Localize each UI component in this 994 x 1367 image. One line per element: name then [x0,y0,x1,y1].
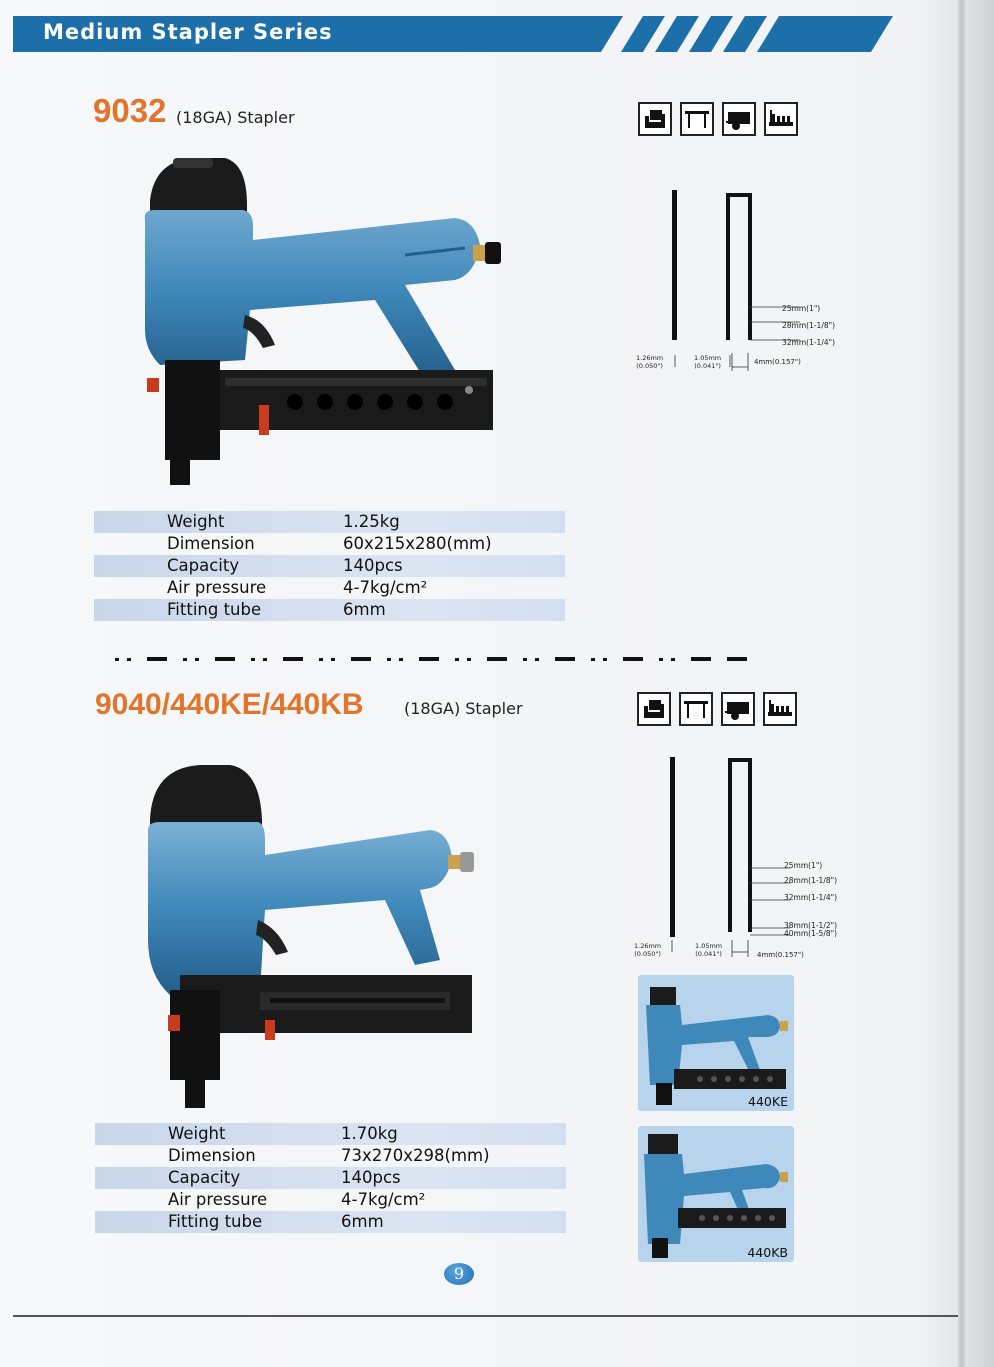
thickness-mm: 1.26mm [634,942,662,950]
staple-length: 28mm(1-1/8") [784,876,838,885]
footer-rule [13,1315,958,1317]
thickness-in: (0.050") [634,950,661,958]
spec-label: Fitting tube [167,600,262,619]
spec-row [94,511,565,533]
sofa-icon [638,102,672,136]
spec-table [94,511,565,621]
table-icon [679,692,713,726]
spec-row [94,555,565,577]
variant-440ke-photo [638,975,794,1111]
staple-thickness [636,354,663,370]
spec-value: 4-7kg/cm² [341,1190,426,1209]
spec-label: Air pressure [168,1190,268,1209]
spec-label: Weight [168,1124,226,1143]
wire-in: (0.041") [694,362,721,370]
staple-length: 28mm(1-1/8") [782,321,836,330]
variant-440kb-photo [638,1126,794,1262]
staple-length: 25mm(1") [782,304,821,313]
spec-label: Capacity [168,1168,241,1187]
staple-thickness [634,942,661,958]
staple-crown: 4mm(0.157") [754,358,801,366]
variant-440kb [638,1126,794,1262]
spec-value: 140pcs [343,556,403,575]
spec-row [95,1167,566,1189]
product-model-9040: 9040/440KE/440KB [95,688,364,721]
spec-label: Capacity [167,556,240,575]
spec-row [94,599,565,621]
wire-mm: 1.05mm [694,354,722,362]
spec-row [94,577,565,599]
spec-table [95,1123,566,1233]
variant-440ke [638,975,794,1111]
spec-label: Weight [167,512,225,531]
staple-length: 40mm(1-5/8") [784,929,838,938]
staple-length: 32mm(1-1/4") [782,338,836,347]
spec-value: 1.70kg [341,1124,398,1143]
staple-length: 25mm(1") [784,861,823,870]
trailer-icon [722,102,756,136]
spec-row [95,1211,566,1233]
spec-label: Dimension [168,1146,256,1165]
spec-row [95,1189,566,1211]
section-divider [115,655,750,663]
staple-wire [695,942,722,958]
product-subtitle: (18GA) Stapler [404,699,523,718]
spec-row [94,533,565,555]
product-subtitle: (18GA) Stapler [176,108,295,127]
staple-length: 32mm(1-1/4") [784,893,838,902]
table-icon [680,102,714,136]
spec-label: Dimension [167,534,255,553]
header-title: Medium Stapler Series [43,20,333,44]
staple-crown: 4mm(0.157") [757,951,804,959]
spec-label: Air pressure [167,578,267,597]
page-spine [958,0,966,1367]
variant-label: 440KE [748,1094,788,1109]
spec-value: 4-7kg/cm² [343,578,428,597]
thickness-in: (0.050") [636,362,663,370]
wire-in: (0.041") [695,950,722,958]
spec-value: 6mm [343,600,386,619]
sofa-icon [637,692,671,726]
trailer-icon [721,692,755,726]
staple-wire [694,354,721,370]
series-header [13,16,893,52]
thickness-mm: 1.26mm [636,354,664,362]
page-number: 9 [444,1263,474,1285]
crate-icon [764,102,798,136]
variant-label: 440KB [747,1245,788,1260]
spec-value: 60x215x280(mm) [343,534,492,553]
staple-length: 38mm(1-1/2") [784,921,838,930]
wire-mm: 1.05mm [695,942,723,950]
stapler-9032-photo [135,150,505,490]
crate-icon [763,692,797,726]
spec-value: 73x270x298(mm) [341,1146,490,1165]
stapler-9040-photo [140,760,500,1110]
spec-value: 6mm [341,1212,384,1231]
usage-icons [637,692,797,726]
spec-value: 1.25kg [343,512,400,531]
product-model-9032: 9032 [93,92,167,129]
spec-value: 140pcs [341,1168,401,1187]
spec-label: Fitting tube [168,1212,263,1231]
spec-row [95,1145,566,1167]
staple-lengths [782,300,835,351]
usage-icons [638,102,798,136]
spec-row [95,1123,566,1145]
